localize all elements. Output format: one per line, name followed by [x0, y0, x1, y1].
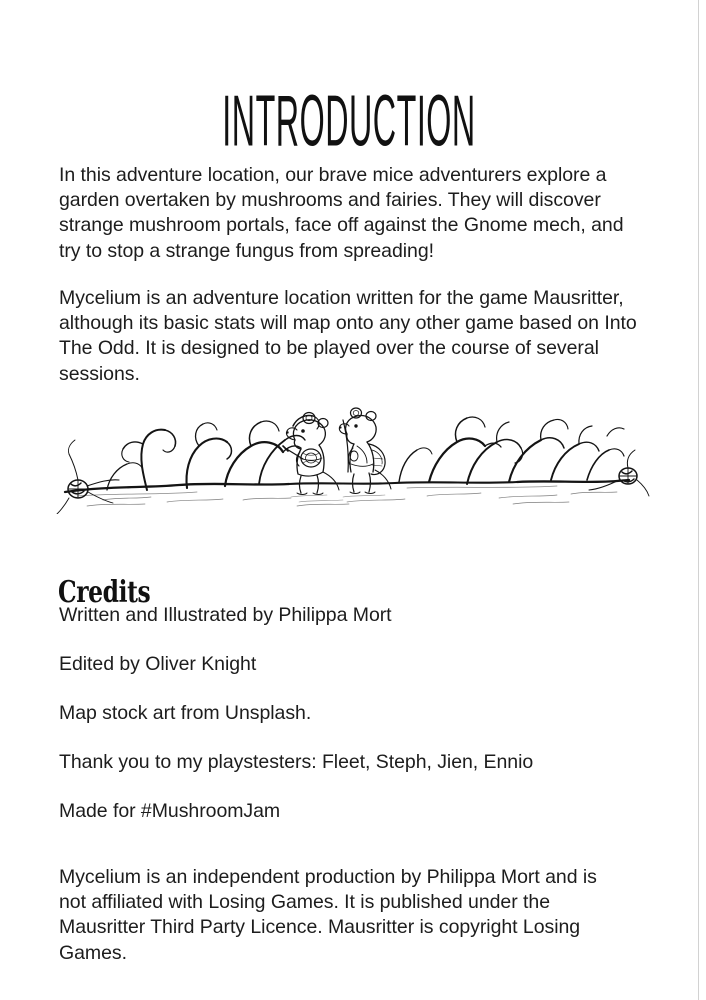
credit-line: Map stock art from Unsplash.: [59, 702, 312, 724]
credits-list: [59, 603, 659, 848]
credit-line: Edited by Oliver Knight: [59, 653, 257, 675]
credit-line: Made for #MushroomJam: [59, 800, 281, 822]
intro-paragraph: In this adventure location, our brave mice adventurers explore a garden overtaken by mushrooms and fairies. They will discover strange mushroom portals, face off against the Gnome mech, and try to stop a strange fungus from spreading!: [59, 163, 624, 262]
page-gutter: [699, 0, 706, 1000]
page-title: INTRODUCTION: [222, 81, 476, 162]
system-paragraph: Mycelium is an adventure location written for the game Mausritter, although its basic stats will map onto any other game based on Into The Odd. It is designed to be played over the course of several sessions.: [59, 286, 637, 385]
credit-line: Written and Illustrated by Philippa Mort: [59, 604, 392, 626]
mice-adventurers-mycelium-illustration: [47, 396, 657, 514]
credits-heading: Credits: [58, 574, 151, 610]
legal-notice: Mycelium is an independent production by Philippa Mort and is not affiliated with Losing Games. It is published under the Mausritter Third Party Licence. Mausritter is copyright Losing Games.: [59, 865, 597, 964]
credit-line: Thank you to my playstesters: Fleet, Steph, Jien, Ennio: [59, 751, 534, 773]
